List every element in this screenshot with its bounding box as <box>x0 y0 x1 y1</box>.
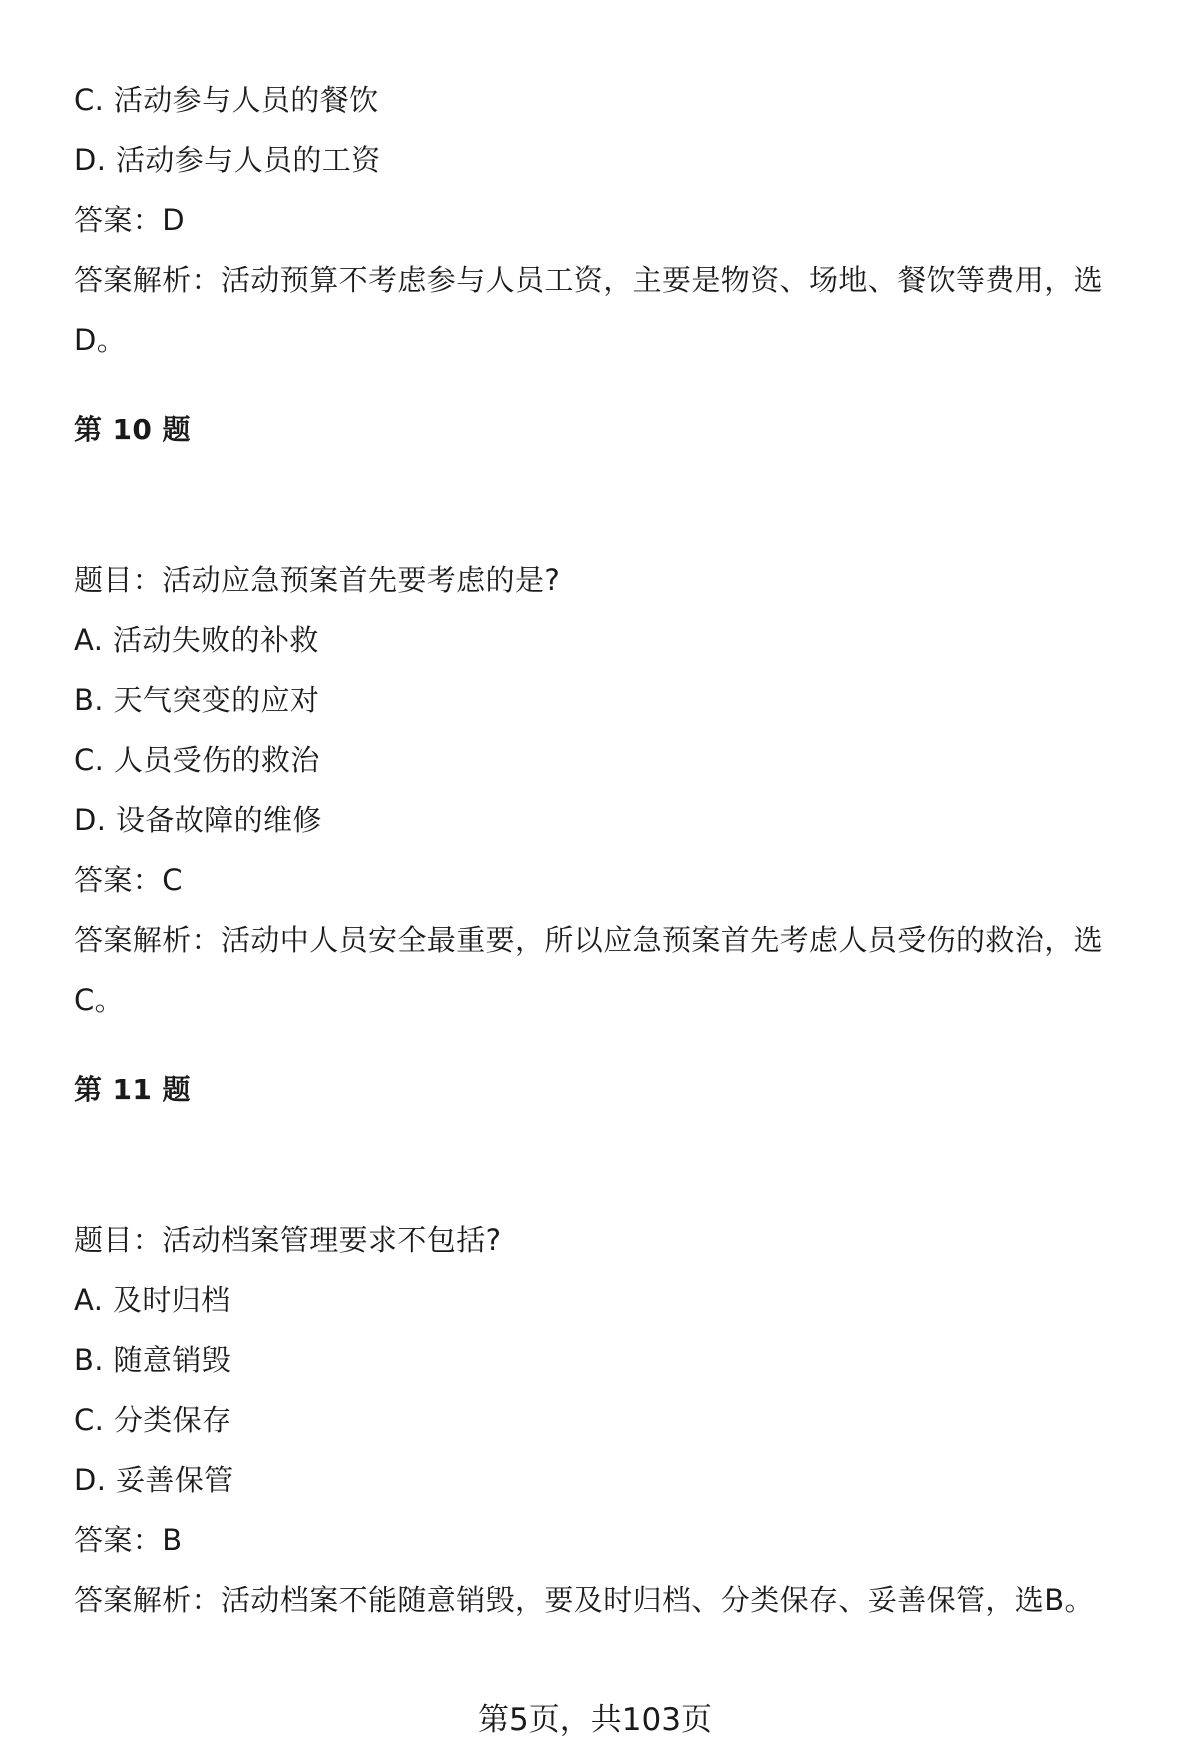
q10-explanation-line2: C。 <box>74 983 125 1017</box>
q9-option-d: D. 活动参与人员的工资 <box>74 143 381 177</box>
q11-option-a: A. 及时归档 <box>74 1283 231 1317</box>
q10-option-c: C. 人员受伤的救治 <box>74 743 320 777</box>
q10-stem: 题目：活动应急预案首先要考虑的是? <box>74 563 561 597</box>
q11-explanation: 答案解析：活动档案不能随意销毁，要及时归档、分类保存、妥善保管，选B。 <box>74 1583 1094 1617</box>
page-number: 第5页，共103页 <box>478 1702 712 1738</box>
q9-explanation-line2: D。 <box>74 323 127 357</box>
q10-heading: 第 10 题 <box>74 413 191 446</box>
q9-answer: 答案：D <box>74 203 185 237</box>
q10-option-a: A. 活动失败的补救 <box>74 623 319 657</box>
q11-option-d: D. 妥善保管 <box>74 1463 234 1497</box>
q10-option-b: B. 天气突变的应对 <box>74 683 320 717</box>
q11-heading: 第 11 题 <box>74 1073 191 1106</box>
q10-option-d: D. 设备故障的维修 <box>74 803 322 837</box>
q11-answer: 答案：B <box>74 1523 183 1557</box>
q11-stem: 题目：活动档案管理要求不包括? <box>74 1223 502 1257</box>
q11-option-b: B. 随意销毁 <box>74 1343 232 1377</box>
q10-explanation-line1: 答案解析：活动中人员安全最重要，所以应急预案首先考虑人员受伤的救治，选 <box>74 923 1104 957</box>
q9-option-c: C. 活动参与人员的餐饮 <box>74 83 379 117</box>
q10-answer: 答案：C <box>74 863 183 897</box>
q9-explanation-line1: 答案解析：活动预算不考虑参与人员工资，主要是物资、场地、餐饮等费用，选 <box>74 263 1104 297</box>
q11-option-c: C. 分类保存 <box>74 1403 232 1437</box>
